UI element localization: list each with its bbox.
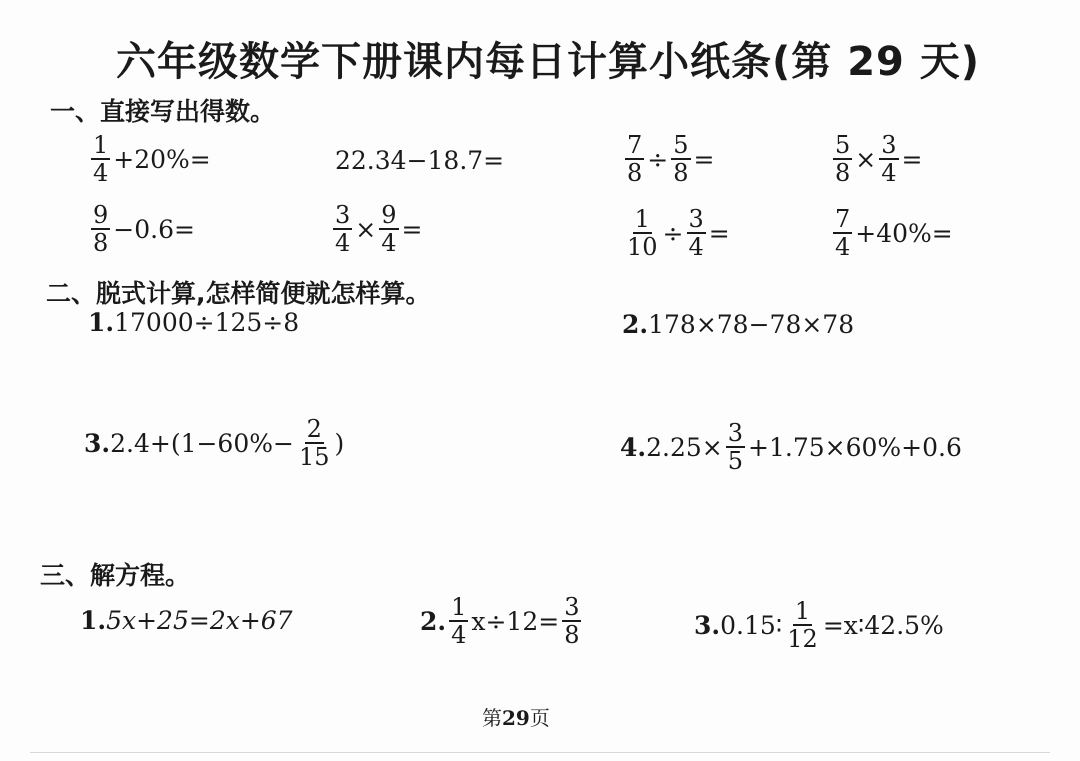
page-edge-divider bbox=[30, 752, 1050, 753]
fraction bbox=[625, 206, 660, 260]
expression-text: 17000÷125÷8 bbox=[114, 308, 300, 337]
fraction bbox=[449, 594, 468, 648]
expression-text: 0.15∶ bbox=[720, 610, 783, 640]
numerator: 3 bbox=[688, 205, 704, 233]
numerator: 3 bbox=[727, 419, 744, 447]
denominator: 4 bbox=[381, 229, 397, 257]
calc-problem-3 bbox=[84, 416, 344, 470]
page-value: 29 bbox=[502, 706, 530, 730]
fraction bbox=[726, 420, 745, 474]
page-title: 六年级数学下册课内每日计算小纸条(第 29 天) bbox=[116, 39, 981, 85]
oral-q4 bbox=[830, 132, 922, 186]
equation-2 bbox=[420, 594, 584, 648]
operator: ÷ bbox=[662, 218, 684, 248]
fraction bbox=[785, 598, 820, 652]
fraction bbox=[671, 132, 690, 186]
numerator: 1 bbox=[93, 131, 109, 159]
numerator: 5 bbox=[835, 131, 851, 159]
equals-sign: = bbox=[708, 218, 730, 248]
equals-sign: = bbox=[693, 144, 715, 174]
numerator: 1 bbox=[451, 593, 467, 621]
numerator: 9 bbox=[381, 201, 397, 229]
section-2-heading: 二、脱式计算,怎样简便就怎样算。 bbox=[46, 279, 431, 308]
problem-number: 3. bbox=[84, 428, 111, 458]
equation-3 bbox=[694, 598, 944, 652]
denominator: 10 bbox=[627, 233, 658, 261]
oral-q3 bbox=[622, 132, 714, 186]
calc-problem-4 bbox=[620, 420, 962, 474]
fraction bbox=[333, 202, 352, 256]
expression-text: 5x+25=2x+67 bbox=[106, 606, 293, 635]
denominator: 8 bbox=[835, 159, 851, 187]
calc-problem-1 bbox=[88, 310, 299, 335]
expression-text: +20%= bbox=[113, 144, 211, 174]
equals-sign: = bbox=[401, 214, 423, 244]
expression-text: ) bbox=[334, 428, 345, 458]
expression-text: +1.75×60%+0.6 bbox=[748, 432, 962, 462]
denominator: 4 bbox=[688, 233, 704, 261]
denominator: 12 bbox=[787, 625, 818, 653]
denominator: 4 bbox=[93, 159, 109, 187]
denominator: 4 bbox=[835, 233, 851, 261]
expression-text: 178×78−78×78 bbox=[648, 310, 855, 339]
equals-sign: = bbox=[901, 144, 923, 174]
page-number bbox=[482, 702, 550, 731]
numerator: 1 bbox=[634, 205, 650, 233]
fraction bbox=[879, 132, 898, 186]
problem-number: 2. bbox=[420, 606, 447, 636]
expression-text: +40%= bbox=[855, 218, 953, 248]
page-prefix: 第 bbox=[482, 706, 502, 730]
expression-text: =x∶42.5% bbox=[822, 610, 944, 640]
fraction bbox=[297, 416, 332, 470]
denominator: 4 bbox=[451, 621, 467, 649]
numerator: 2 bbox=[306, 415, 322, 443]
numerator: 5 bbox=[673, 131, 689, 159]
operator: × bbox=[855, 144, 877, 174]
denominator: 5 bbox=[727, 447, 744, 475]
operator: ÷ bbox=[647, 144, 669, 174]
problem-number: 3. bbox=[694, 610, 721, 640]
oral-q7 bbox=[622, 206, 730, 260]
oral-q1 bbox=[88, 132, 211, 186]
numerator: 3 bbox=[881, 131, 897, 159]
section-3-heading: 三、解方程。 bbox=[40, 561, 191, 590]
fraction bbox=[562, 594, 581, 648]
fraction bbox=[91, 202, 110, 256]
equation-1 bbox=[80, 608, 293, 633]
denominator: 8 bbox=[93, 229, 109, 257]
section-1-heading: 一、直接写出得数。 bbox=[50, 97, 276, 126]
expression-text: −0.6= bbox=[113, 214, 195, 244]
expression-text: 2.4+(1−60%− bbox=[110, 428, 294, 458]
fraction bbox=[687, 206, 706, 260]
problem-number: 1. bbox=[88, 308, 115, 337]
numerator: 7 bbox=[627, 131, 643, 159]
fraction bbox=[833, 206, 852, 260]
expression-text: 22.34−18.7= bbox=[335, 146, 505, 175]
oral-q2 bbox=[335, 148, 504, 173]
numerator: 3 bbox=[335, 201, 351, 229]
denominator: 8 bbox=[564, 621, 580, 649]
oral-q6 bbox=[330, 202, 422, 256]
fraction bbox=[91, 132, 110, 186]
fraction bbox=[833, 132, 852, 186]
denominator: 8 bbox=[673, 159, 689, 187]
denominator: 15 bbox=[298, 443, 330, 471]
calc-problem-2 bbox=[622, 312, 854, 337]
oral-q5 bbox=[88, 202, 195, 256]
numerator: 1 bbox=[794, 597, 811, 625]
problem-number: 2. bbox=[622, 310, 649, 339]
numerator: 3 bbox=[564, 593, 580, 621]
fraction bbox=[379, 202, 398, 256]
denominator: 8 bbox=[627, 159, 643, 187]
problem-number: 1. bbox=[80, 606, 107, 635]
numerator: 7 bbox=[835, 205, 851, 233]
oral-q8 bbox=[830, 206, 953, 260]
expression-text: 2.25× bbox=[646, 432, 723, 462]
denominator: 4 bbox=[881, 159, 897, 187]
operator: × bbox=[355, 214, 377, 244]
problem-number: 4. bbox=[620, 432, 647, 462]
expression-text: x÷12= bbox=[471, 606, 560, 636]
denominator: 4 bbox=[335, 229, 351, 257]
fraction bbox=[625, 132, 644, 186]
page-suffix: 页 bbox=[529, 706, 550, 730]
numerator: 9 bbox=[93, 201, 109, 229]
